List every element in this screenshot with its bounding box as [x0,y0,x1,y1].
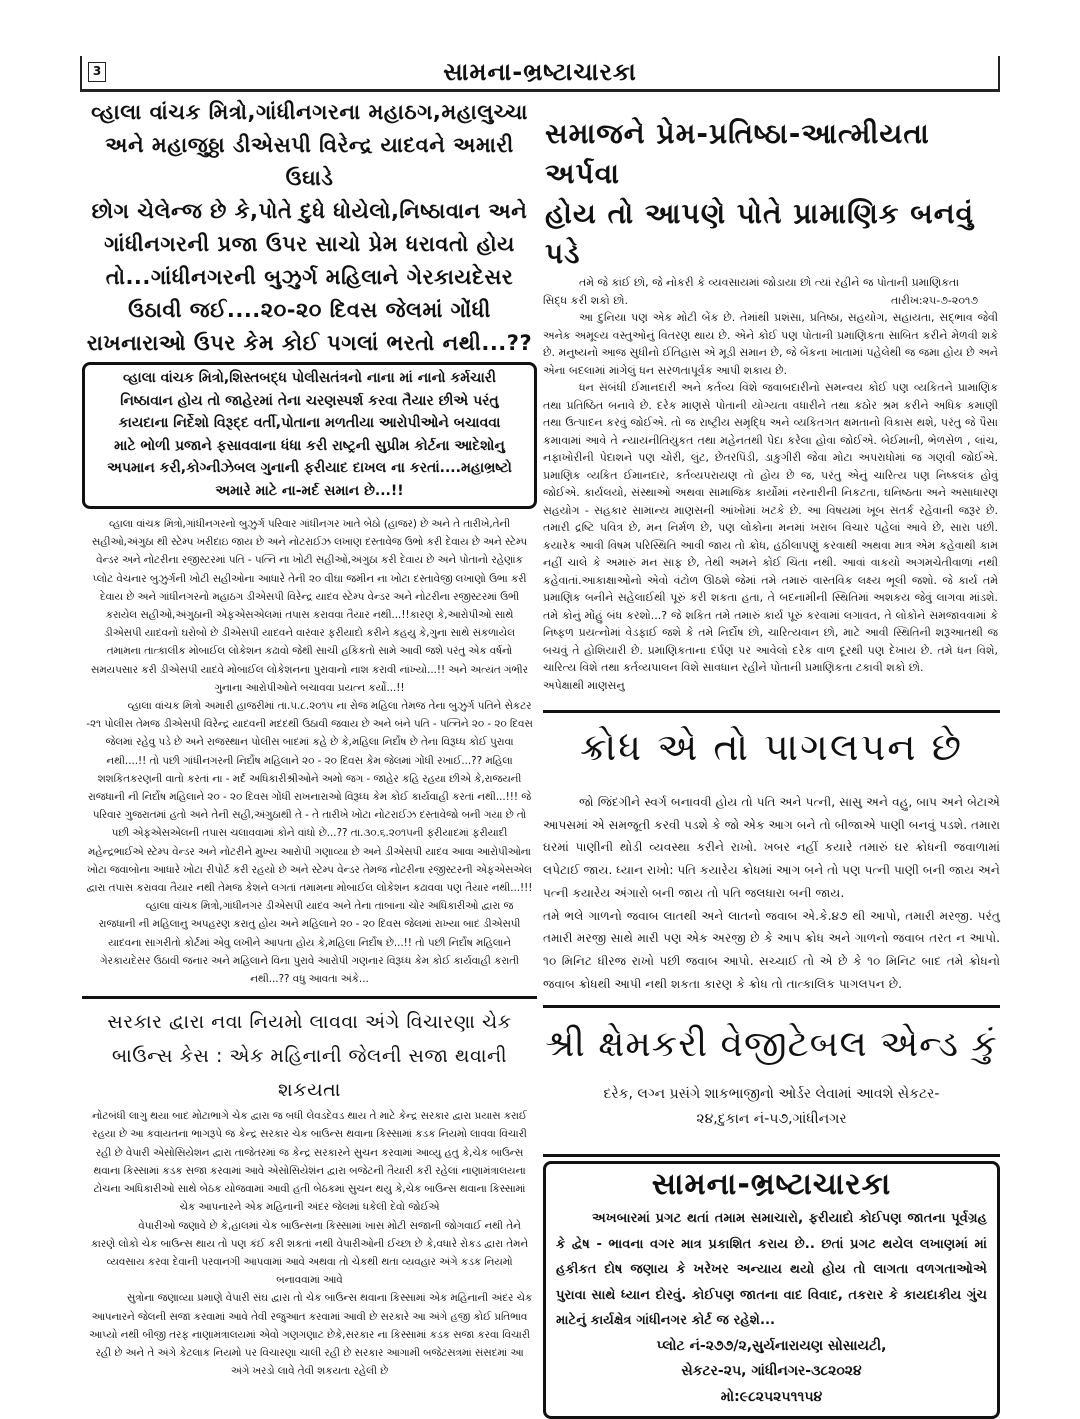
headline-line: તો...ગાંધીનગરની બુઝુર્ગ મહિલાને ગેરકાયદેસર [105,265,514,289]
article-paragraph: ધન સંબંધી ઈમાનદારી અને કર્તવ્ય વિશે જવાબદારીનો સમન્વય કોઈ પણ વ્યકિતને પ્રામાણિક તથા પ્રતિષ્ઠિત બનાવે છે. દરેક માણસે પોતાની યોગ્યતા વધારીને તથા કઠોર શ્રમ કરીને અધિક કમાણી તથા ઉત્પાદન કરવું જોઈએ. તો જ રાષ્ટ્રીય સમૃદ્ધિ અને વ્યકિતગત ક્ષમતાનો વિકાસ થશે, પરંતુ જે પૈસા કમાવામાં આવે તે ન્યાયનીતિયુકત તથા મહેનતથી પેદા કરેલા હોવા જોઈએ. બેઈમાની, ભેળસેળ , લાંચ, નફાખોરીની પેદાશને પણ ચોરી, લુંટ, છેતરપિંડી, ડાકુગીરી જેવા મોટા અપરાધોમાં જ ગણવી જોઈએ. પ્રમાણિક વ્યકિત ઈમાનદાર, કર્તવ્યપરાયણ તો હોય છે જ, પરંતુ એનું ચારિત્ય પણ નિષ્કલંક હોવું જોઈએ. કાર્યલયો, સંસ્થાઓ અથવા સામાજિક કાર્યોમાં નરનારીની નિકટતા, ઘનિષ્ઠતા અને અસાધારણ સહયોગ - સહકાર સામાન્ય માણસની આંખોમાં ખટકે છે. આ વિષયમાં ખૂબ સતર્ક રહેવાની જરૂર છે. તમારી દ્રષ્ટિ પવિત્ર છે, મન નિર્મળ છે, પણ લોકોના મનમાં ખરાબ વિચાર પહેલાં આવે છે, સારા પછી. કયારેક આવી વિષમ પરિસ્થિતિ આવી જાય તો ક્રોધ, હઠીલાપણું કરવાથી અથવા માત્ર એમ કહેવાથી કામ નહીં ચાલે કે અમારું મન સાફ છે, તેથી અમને કોઈ ચિંતા નથી. આવાં વાકયો અગમચેતીવાળાં નથી કહેવાતાં.આકાક્ષાઓનો એવો વંટોળ ઊઠશે જેમાં તમે તમારું વાસ્તવિક લક્ષ્ય ભૂલી જશો. જે કાર્ય તમે પ્રમાણિક બનીને સહેલાઈથી પૂરું કરી શકતા હતા, તે બદનામીની સ્થિતિમાં અશકય જેવું લાગવા માંડશે. તમે કોનું મોંહું બંધ કરશો...? જે શકિત તમે તમારું કાર્ય પૂરું કરવામાં લગાવત, તે લોકોને સમજાવવામાં કે નિષ્ફળ પ્રયત્નોમાં વેડફાઈ જશે કે તમે નિર્દોષ છો, ચારિત્યવાન છો, માટે આવી સ્થિતિની શરૂઆતથી જ બચવું તે હોશિયારી છે. પ્રમાણિકતાના દર્પણ પર આવેલો દરેક વાળ દૂરથી પણ દેખાય છે. તમે ધન વિશે, ચારિત્ય વિશે તથા કર્તવ્યપાલન વિશે સાવધાન રહીને પોતાની પ્રમાણિકતા ટકાવી શકો છો. [543,381,998,674]
boxed-line: અમારે માટે ના-મર્દ સમાન છે...!! [215,482,404,499]
article-signoff: અપેક્ષાથી માણસનુ [543,678,625,692]
headline-line: સમાજને પ્રેમ-પ્રતિષ્ઠા-આત્મીયતા અર્પવા [545,117,930,190]
cheque-bounce-body [82,1107,537,1380]
headline-line: રાખનારાઓ ઉપર કેમ કોઈ પગલાં ભરતો નથી...?? [86,331,533,355]
right-column [543,96,1000,1419]
boxed-line: નિષ્ઠાવાન હોય તો જાહેરમાં તેના ચરણસ્પર્શ કરવા તૈયાર છીએ પરંતુ [120,392,499,409]
dsp-challenge-headline [82,96,537,360]
boxed-line: માટે ભોળી પ્રજાને ફસાવવાના ધંધા કરી રાષ્ટ્રની સુપ્રીમ કોર્ટના આદેશોનુ [114,437,505,454]
headline-line: ઉઠાવી જઈ....૨૦-૨૦ દિવસ જેલમાં ગોંધી [128,298,491,322]
article-paragraph: સુત્રોના જણાવ્યા પ્રમાણે વેપારી સંઘ દ્વારા તો ચેક બાઉન્સ થવાના કિસ્સામાં એક મહિનાની અંદર ચેક આપનારને જેલની સજા કરવામાં આવે તેવી રજુઆત કરવામાં આવી છે સરકારે આ અંગે હજી કોઈ પ્રતિભાવ આપ્યો નથી બીજી તરફ નાણામંત્રાલયમાં એવો ગણગણાટ છેકે,સરકાર ના કિસ્સામાં કડક સજા કરવા વિચારી રહી છે અને તે અંગે કેટલાક નિયમો પર વિચારણા ચાલી રહી છે સરકાર આગામી બજેટસત્રમાં સંસદમાં આ અંગે ખરડો લાવે તેવી શકયતા રહેલી છે [89,1292,533,1378]
article-paragraph: વ્હાલા વાંચક મિત્રો,ગાંધીનગરનો બુઝુર્ગ પરિવાર ગાંધીનગર ખાતે બેઠો (હાજર) છે અને તે તારીખે,તેની સહીઓ,અંગુઠા થી સ્ટેમ્પ ખરીદાઇ જાય છે અને નોટરાઈઝ લખાણ દસ્તાવેજ ઉભો કરી દેવાય છે અને સ્ટેમ્પ વેન્ડર અને નોટરીના રજીસ્ટરમાં પતિ - પત્નિ ના ખોટી સહીઓ,અંગુઠા કરી દેવાય છે અને પોતાનો રહેણાંક પ્લોટ વેચનાર બુઝુર્ગની ખોટી સહીઓના આધારે તેની ૨૦ વીઘા જમીન ના ખોટા દસ્તાવેજી લખાણો ઉભા કરી દેવાય છે અને ગાંધીનગરનો મહાઠગ ડીએસપી વિરેન્દ્ર યાદવ સ્ટેમ્પ વેન્ડર અને નોટરીના રજીસ્ટરમાં ઉભી કરાયેલ સહીઓ,અંગુઠાની એફએસએલમાં તપાસ કરાવવા તૈયાર નથી...!!કારણ કે,આરોપીઓ સાથે ડીએસપી યાદવનો ઘરોબો છે ડીએસપી યાદવને વારંવાર ફરીયાદો કરીને કહયુ કે,ગુના સાથે સંકળાયેલ તમામના તાત્કાલીક મોબાઈલ લોકેશન કઢાવો જેથી સાચી હકિકતો સામે આવી જશે પરંતુ એક વર્ષનો સમયપસાર કરી ડીએસપી યાદવે મોબાઈલ લોકેશનના પુરાવાનો નાશ કરાવી નાંખ્યો...!! અને અત્યંત ગંભીર ગુનાના આરોપીઓને બચાવવા પ્રયત્ન કર્યો...!! [91,518,528,694]
ad-line: દરેક, લગ્ન પ્રસંગે શાકભાજીનો ઓર્ડર લેવામાં આવશે સેકટર- [603,1086,940,1103]
newspaper-title: સામના-ભ્રષ્ટાચારકા [443,58,637,86]
anger-body [543,791,1000,995]
boxed-line: વ્હાલા વાંચક મિત્રો,શિસ્તબદ્ધ પોલીસતંત્રનો નાના માં નાનો કર્મચારી [122,370,497,386]
vegetable-ad-headline: શ્રી ક્ષેમકરી વેજીટેબલ એન્ડ કું [545,1024,998,1066]
article-paragraph: વેપારીઓ જણાવે છે કે,હાલમાં ચેક બાઉન્સના કિસ્સામાં ખાસ મોટી સજાની જોગવાઈ નથી તેને કારણે લોકો ચેક બાઉન્સ થાય તો પણ કંઈ કરી શકતાં નથી વેપારીઓની ઈચ્છા છે કે,વધારે રોકડ દ્વારા તેમને વ્યવસાય કરવા દેવાની પરવાનગી આપવામાં આવે અથવા તો ચેકથી થતા વ્યવહાર અંગે કડક નિયમો બનાવવામાં આવે [90,1219,529,1287]
article-intro: તમે જે કાંઈ છો, જે નોકરી કે વ્યવસાયમાં જોડાયા છો ત્યાં રહીને જ પોતાની પ્રમાણિકતા [579,276,960,289]
vegetable-ad-text [543,1082,1000,1132]
boxed-line: અપમાન કરી,કોગ્નીઝેબલ ગુનાની ફરીયાદ દાખલ ના કરતાં....મહાભ્રષ્ટો [107,460,512,476]
headline-line: વ્હાલા વાંચક મિત્રો,ગાંધીનગરના મહાઠગ,મહાલુચ્ચા [91,100,528,124]
headline-line: અને મહાજુઠ્ઠા ડીએસપી વિરેન્દ્ર યાદવને અમારી ઉઘાડે [105,133,514,190]
publisher-box [543,1161,1000,1419]
article-paragraph: જો જિંદગીને સ્વર્ગ બનાવવી હોય તો પતિ અને પત્ની, સાસુ અને વહુ, બાપ અને બેટાએ આપસમાં એ સમજૂતી કરવી પડશે કે જો એક આગ બને તો બીજાએ પાણી બનવું પડશે. તમારા ઘરમાં પાણીની થોડી વ્યવસ્થા કરીને રાખો. ખબર નહીં કયારે તમારું ઘર ક્રોધની જવાળામાં લપેટાઈ જાય. ધ્યાન રાખો: પતિ કયારેય ક્રોધમાં આગ બને તો પણ પત્ની પાણી બની જાય અને પત્ની કયારેય અંગારો બની જાય તો પતિ જલધારા બની જાય. [543,795,1000,900]
article-paragraph: નોટબંધી લાગુ થયા બાદ મોટાભાગે ચેક દ્વારા જ બધી લેવડદેવડ થાય તે માટે કેન્દ્ર સરકાર દ્વારા પ્રયાસ કરાઈ રહયા છે આ કવાયતના ભાગરૂપે જ કેન્દ્ર સરકાર ચેક બાઉન્સ થવાના કિસ્સામાં કડક નિયમો લાવવા વિચારી રહી છે વેપારી એસોસિયેશન દ્વારા તાજેતરમાં જ કેન્દ્ર સરકારને સુચન કરવામાં આવ્યુ હતુ કે,ચેક બાઉન્સ થવાના કિસ્સામાં કડક સજા કરવામાં આવે એસોસિયેશંન દ્વારા બજેટની તૈયારી કરી રહેલાં નાણામંત્રાલયના ટોચના અધિકારીઓ સાથે બેઠક યોજવામાં આવી હતી બેઠકમાં સુચન થયુ કે,ચેક બાઉન્સ થવાના કિસ્સામાં ચેક આપનારને એક મહિનાની અંદર જેલમાં ધકેલી દેવો જોઈએ [92,1110,527,1214]
integrity-body [543,274,1000,694]
article-paragraph: આ દુનિયા પણ એક મોટી બેંક છે. તેમાંથી પ્રશંસા, પ્રતિષ્ઠા, સહયોગ, સહાયતા, સદ્ભાવ જેવી અનેક અમૂલ્ય વસ્તુઓનું વિતરણ થાય છે. એને કોઈ પણ પોતાની પ્રમાણિકતા સાબિત કરીને મેળવી શકે છે. મનુષ્યનો આજ સુધીનો ઈતિહાસ એ મૂડી સમાન છે, જે બેંકના ખાતામાં પહેલેથી જ જમા હોય છે અને એના બદલામાં માંગેલું ધન સરળતાપૂર્વક આપી શકાય છે. [543,311,999,377]
section-divider [543,1005,1000,1008]
boxed-statement [82,362,537,509]
boxed-line: કાયદાના નિર્દેશો વિરૂદ્દ વર્તી,પોતાના મળતીયા આરોપીઓને બચાવવા [118,415,501,431]
cheque-bounce-headline [82,1005,537,1107]
publisher-address [556,1334,987,1411]
section-divider [82,996,537,999]
publisher-title: સામના-ભ્રષ્ટાચારકા [651,1167,892,1203]
headline-line: ગાંધીનગરની પ્રજા ઉપર સાચો પ્રેમ ધરાવતો હોય [104,232,515,256]
article-paragraph: વ્હાલા વાંચક મિત્રો,ગાંધીનગર ડીએસપી યાદવ અને તેના તાબાના ચોર અધિકારીઓ દ્વારા જ રાજધાની ની મહિલાનુ અપહરણ કરાતુ હોય અને મહિલાને ૨૦ - ૨૦ દિવસ જેલમાં રાખ્યા બાદ ડીએસપી યાદવના સાગરીતો કોર્ટમાં એવુ લખીને આપતા હોય કે,મહિલા નિર્દોષ છે...!! તો પછી નિર્દોષ મહિલાને ગેરકાયદેસર ઉઠાવી જનાર અને મહિલાને વિના પુરાવે આરોપી ગણનાર વિરૂધ્ધ કેમ કોઈ કાર્યવાહી કરાતી નથી...?? વધુ આવતા અંકે... [98,900,521,986]
disclaimer-text: અખબારમાં પ્રગટ થતાં તમામ સમાચારો, ફરીયાદો કોઈપણ જાતના પૂર્વગ્રહ કે દ્વેષ - ભાવના વગર માત્ર પ્રકાશિત કરાય છે.. છતાં પ્રગટ થયેલ લખાણમાં માં હકીકત દોષ જણાય કે ખરેખર અન્યાય થયો હોય તો લાગતા વળગતાઓએ પુરાવા સાથે ધ્યાન દોરવું. કોઈપણ જાતના વાદ વિવાદ, તકરાર કે કાયદાકીય ગુંચ માટેનું કાર્યક્ષેત્ર ગાંધીનગર કોર્ટ જ રહેશે... [556,1211,987,1329]
publisher-disclaimer [556,1206,987,1334]
headline-line: હોય તો આપણે પોતે પ્રામાણિક બનવું પડે [545,197,975,270]
ad-line: ૨૪,દુકાન નં-૫૭,ગાંધીનગર [696,1111,847,1128]
left-column [82,96,537,1380]
integrity-headline [543,114,1000,274]
anger-headline: ક્રોધ એ તો પાગલપન છે [579,725,963,769]
address-line: સેકટર-૨૫, ગાંધીનગર-૩૮૨૦૨૪ [681,1363,862,1380]
masthead [80,56,1000,92]
section-divider [543,1154,1000,1157]
article-intro-end: સિદ્ધ કરી શકો છો. [543,293,628,307]
page-number: 3 [88,62,106,82]
article-date: તારીખ:૨૫-૭-૨૦૧૭ [891,293,978,307]
article-paragraph: વ્હાલા વાંચક મિત્રો અમારી હાજરીમાં તા.૫.૮.૨૦૧૫ ના રોજ મહિલા તેમજ તેના બુઝુર્ગ પતિને સેકટર -૨૧ પોલીસ તેમજ ડીએસપી વિરેન્દ્ર યાદવની મદદથી ઉઠાવી જવાય છે અને બંને પતિ - પત્નિને ૨૦ - ૨૦ દિવસ જેલમાં રહેવુ પડે છે અને રાજસ્થાન પોલીસ બાદમાં કહે છે કે,મહિલા નિર્દોષ છે તેના વિરૂધ્ધ કોઈ પુરાવા નથી....!! તો પછી ગાંધીનગરની નિર્દોષ મહિલાને ૨૦ - ૨૦ દિવસ કેમ જેલમાં ગોંધી રખાઈ...?? મહિલા શશકિતકરણની વાતો કરતાં ના - મર્દ અધિકારીશ્રીઓને અમો જગ - જાહેર કહિ રહયા છીએ કે,રાજયની રાજધાની ની નિર્દોષ મહિલાને ૨૦ - ૨૦ દિવસ ગોંધી રાખનારાઓ વિરૂધ્ધ કેમ કોઈ કાર્યવાહી કરતાં નથી...!!! જે પરિવાર ગુજરાતમાં હતો અને તેની સહી,અંગુઠાથી તે - તે તારીખે ખોટા નોટરાઈઝ દસ્તાવેજો બની ગયા છે તો પછી એફએસએલની તપાસ ચલાવવામાં કોને વાંધો છે...?? તા.૩૦.૬.૨૦૧૫ની ફરીયાદમાં ફરીયાદી મહેન્દ્રભાઈએ સ્ટેમ્પ વેન્ડર અને નોટરીને મુખ્ય આરોપી ગણાવ્યા છે અને ડીએસપી યાદવ આવા આરોપીઓના ખોટા જવાબોના આધારે ખોટા રીપોર્ટ કરી રહયો છે અને સ્ટેમ્પ વેન્ડર તેમજ નોટરીના રજીસ્ટરની એફએસએલ દ્વારા તપાસ કરાવવા તૈયાર નથી તેમજ કેશને લગતાં તમામના મોબાઈલ લોકેશન કઢાવવા પણ તૈયાર નથી...!!! [86,700,533,895]
headline-line: સરકાર દ્વારા નવા નિયમો લાવવા અંગે વિચારણા ચેક [107,1011,512,1034]
section-divider [543,710,1000,713]
phone-number: મો:૯૮૨૫૨૫૧૧૫૪ [720,1388,823,1405]
dsp-article-body [82,515,537,988]
headline-line: છોગ ચેલેન્જ છે કે,પોતે દુધે ધોયેલો,નિષ્ઠાવાન અને [91,199,528,223]
article-paragraph: તમે ભલે ગાળનો જવાબ લાતથી અને લાતનો જવાબ એ.કે.૪૭ થી આપો, તમારી મરજી. પરંતુ તમારી મરજી સાથે મારી પણ એક અરજી છે કે આપ ક્રોધ અને ગાળનો જવાબ તરત ન આપો. ૧૦ મિનિટ ધીરજ રાખો પછી જવાબ આપો. સચ્ચાઈ તો એ છે કે ૧૦ મિનિટ બાદ તમે ક્રોધનો જવાબ ક્રોધથી આપી નથી શકતા કારણ કે ક્રોધ તો તાત્કાલિક પાગલપન છે. [543,908,1000,991]
headline-line: બાઉન્સ કેસ : એક મહિનાની જેલની સજા થવાની શકયતા [111,1045,508,1102]
address-line: પ્લોટ નં-૨૭૭/૨,સુર્યનારાયણ સોસાયટી, [656,1337,887,1354]
